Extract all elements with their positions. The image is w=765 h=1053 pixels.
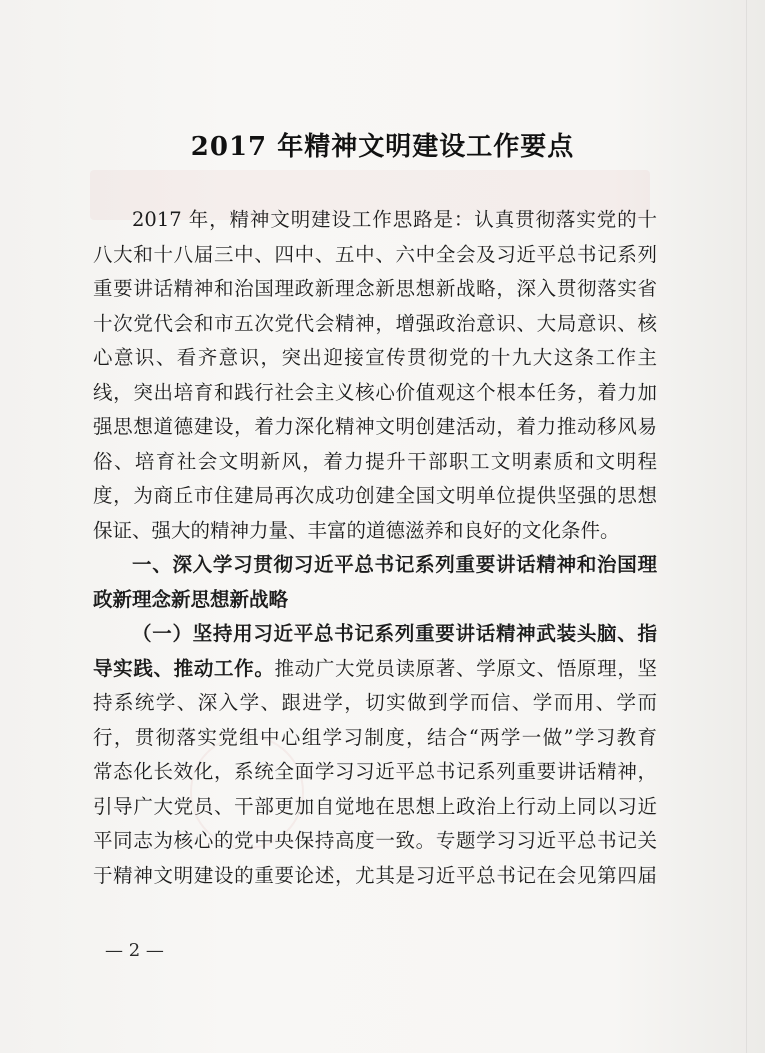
paragraph-line [93,652,657,687]
paragraph-text: 推动广大党员读原著、学原文、悟原理，坚 [274,656,657,680]
paragraph-line: 重要讲话精神和治国理政新理念新思想新战略，深入贯彻落实省 [93,277,657,300]
document-body [93,203,657,893]
paragraph-line: 2017 年，精神文明建设工作思路是：认真贯彻落实党的十 [132,208,657,231]
section-heading: 一、深入学习贯彻习近平总书记系列重要讲话精神和治国理 [132,553,657,576]
subsection-heading: （一）坚持用习近平总书记系列重要讲话精神武装头脑、指 [132,622,657,645]
page-number: — 2 — [105,940,164,961]
paragraph-line: 八大和十八届三中、四中、五中、六中全会及习近平总书记系列 [93,242,657,266]
paragraph-line: 俗、培育社会文明新风，着力提升干部职工文明素质和文明程 [93,449,657,473]
paragraph-line: 强思想道德建设，着力深化精神文明创建活动，着力推动移风易 [93,415,657,438]
paragraph-line: 保证、强大的精神力量、丰富的道德滋养和良好的文化条件。 [93,518,620,542]
paragraph-line: 度，为商丘市住建局再次成功创建全国文明单位提供坚强的思想 [93,484,657,507]
paragraph-line: 常态化长效化，系统全面学习习近平总书记系列重要讲话精神， [93,760,657,783]
paragraph-line: 线，突出培育和践行社会主义核心价值观这个根本任务，着力加 [93,380,657,404]
paragraph-line: 持系统学、深入学、跟进学，切实做到学而信、学而用、学而 [93,691,657,714]
paragraph-line: 十次党代会和市五次党代会精神，增强政治意识、大局意识、核 [93,311,657,335]
paragraph-line: 行，贯彻落实党组中心组学习制度，结合“两学一做”学习教育 [93,725,657,749]
subsection-heading-tail: 导实践、推动工作。 [93,656,275,680]
paragraph-line: 平同志为核心的党中央保持高度一致。专题学习习近平总书记关 [93,829,657,852]
paragraph-line: 心意识、看齐意识，突出迎接宣传贯彻党的十九大这条工作主 [93,346,657,369]
document-title: 2017 年精神文明建设工作要点 [190,132,575,162]
paragraph-line: 于精神文明建设的重要论述，尤其是习近平总书记在会见第四届 [93,863,657,887]
section-heading: 政新理念新思想新战略 [93,587,289,611]
paragraph-line: 引导广大党员、干部更加自觉地在思想上政治上行动上同以习近 [93,794,657,818]
